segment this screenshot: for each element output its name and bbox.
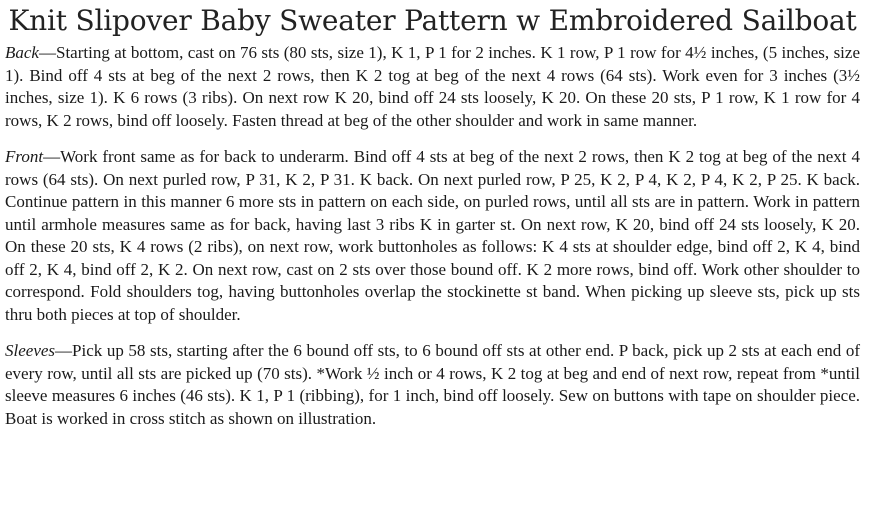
section-text-sleeves: —Pick up 58 sts, starting after the 6 bound off sts, to 6 bound off sts at other end. P back, pick up 2 sts at each end of every row, until all sts are picked up (70 sts). *Work ½ inch or 4 rows, K 2 tog at beg and end of next row, repeat from *until sleeve measures 6 inches (46 sts). K 1, P 1 (ribbing), for 1 inch, bind off loosely. Sew on buttons with tape on shoulder piece. Boat is worked in cross stitch as shown on illustration.: [5, 341, 860, 428]
section-heading-sleeves: Sleeves: [5, 341, 56, 360]
section-heading-front: Front: [5, 147, 44, 166]
page-title: Knit Slipover Baby Sweater Pattern w Embroidered Sailboat: [8, 4, 857, 37]
section-text-front: —Work front same as for back to underarm. Bind off 4 sts at beg of the next 2 rows, then K 2 tog at beg of the next 4 rows (64 sts). On next purled row, P 31, K 2, P 31. K back. On next purled row, P 25, K 2, P 4, K 2, P 4, K 2, P 25. K back. Continue pattern in this manner 6 more sts in pattern on each side, on purled rows, until all sts are in pattern. Work in pattern until armhole measures same as for back, having last 3 ribs K in garter st. On next row, K 20, bind off 24 sts loosely, K 20. On these 20 sts, K 4 rows (2 ribs), on next row, work buttonholes as follows: K 4 sts at shoulder edge, bind off 2, K 4, bind off 2, K 4, bind off 2, K 2. On next row, cast on 2 sts over those bound off. K 2 more rows, bind off. Work other shoulder to correspond. Fold shoulders tog, having buttonholes overlap the stockinette st band. When picking up sleeve sts, pick up sts thru both pieces at top of shoulder.: [5, 147, 860, 324]
section-front: [5, 146, 860, 326]
section-heading-back: Back: [5, 43, 39, 62]
section-back: [5, 42, 860, 132]
section-sleeves: [5, 340, 860, 430]
section-text-back: —Starting at bottom, cast on 76 sts (80 sts, size 1), K 1, P 1 for 2 inches. K 1 row, P 1 row for 4½ inches, (5 inches, size 1). Bind off 4 sts at beg of the next 2 rows, then K 2 tog at beg of the next 4 rows (64 sts). Work even for 3 inches (3½ inches, size 1). K 6 rows (3 ribs). On next row K 20, bind off 24 sts loosely, K 20. On these 20 sts, P 1 row, K 1 row for 4 rows, K 2 rows, bind off loosely. Fasten thread at beg of the other shoulder and work in same manner.: [5, 43, 860, 130]
